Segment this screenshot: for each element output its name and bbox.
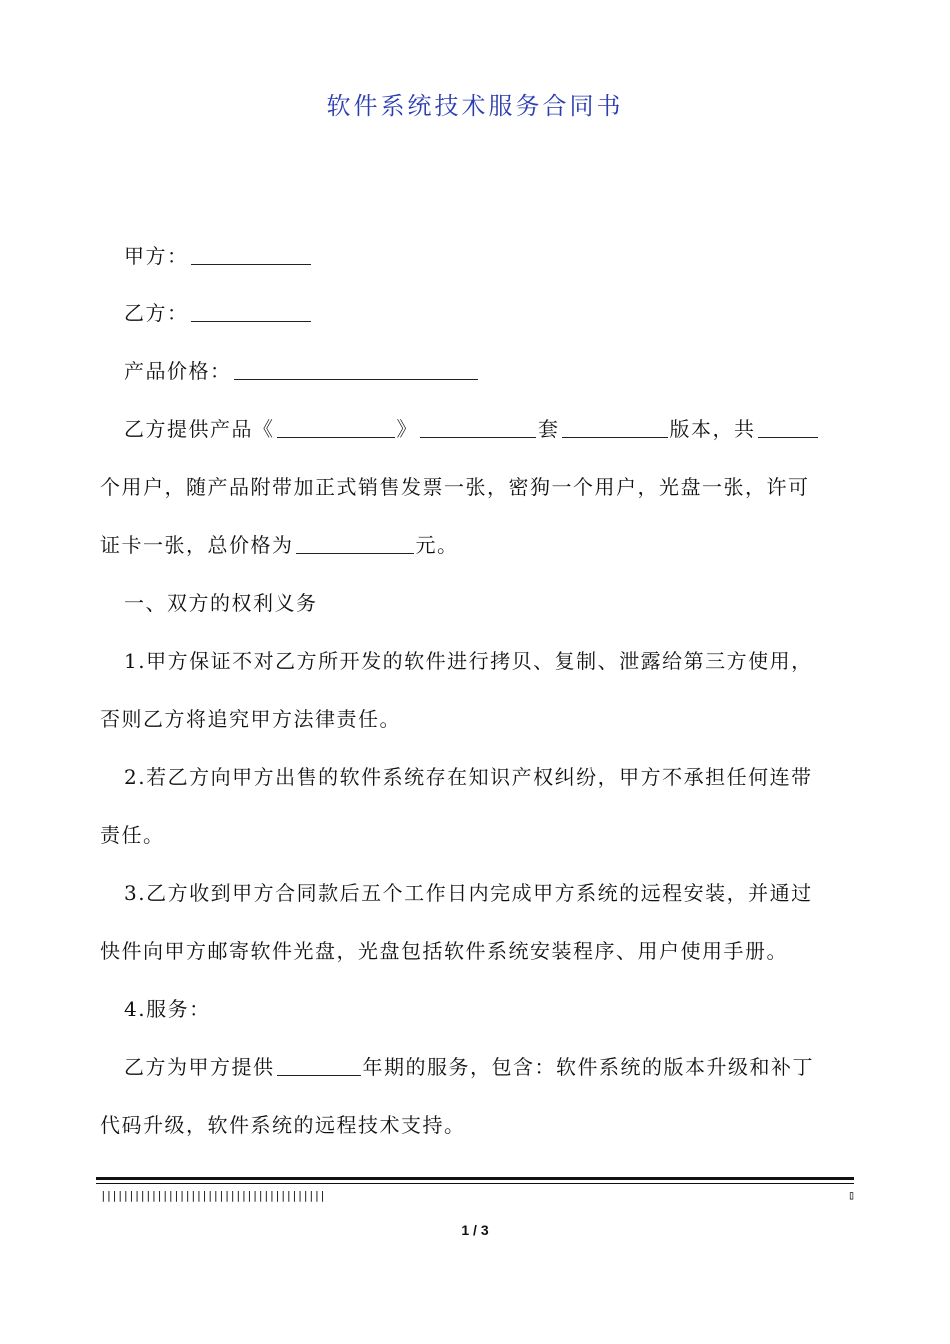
product-set-blank bbox=[420, 417, 536, 438]
product-version-blank bbox=[562, 417, 668, 438]
footer-left-text: |||||||||||||||||||||||||||||||||||||||| bbox=[100, 1189, 325, 1202]
section-heading-1: 一、双方的权利义务 bbox=[124, 591, 318, 615]
item-2-line-2: 责任。 bbox=[100, 823, 165, 847]
price-blank bbox=[234, 359, 478, 380]
product-text-d: 版本，共 bbox=[669, 417, 756, 441]
party-a-blank bbox=[191, 244, 311, 265]
document-title: 软件系统技术服务合同书 bbox=[326, 92, 624, 120]
item-3-line-1: 3.乙方收到甲方合同款后五个工作日内完成甲方系统的远程安装，并通过 bbox=[124, 881, 813, 905]
footer-rule-thin bbox=[96, 1183, 854, 1184]
product-text-e: 证卡一张，总价格为 bbox=[100, 533, 294, 557]
service-years-blank bbox=[277, 1055, 361, 1076]
user-count-blank bbox=[758, 417, 818, 438]
item-1-line-2: 否则乙方将追究甲方法律责任。 bbox=[100, 707, 401, 731]
item-4-heading: 4.服务： bbox=[124, 997, 211, 1021]
service-text-a: 乙方为甲方提供 bbox=[124, 1055, 275, 1079]
item-4-para-line-2: 代码升级，软件系统的远程技术支持。 bbox=[100, 1113, 466, 1137]
item-1-line-1: 1.甲方保证不对乙方所开发的软件进行拷贝、复制、泄露给第三方使用， bbox=[124, 649, 813, 673]
product-line-2: 个用户，随产品附带加正式销售发票一张，密狗一个用户，光盘一张，许可 bbox=[100, 475, 810, 499]
product-text-b: 》 bbox=[396, 417, 418, 441]
product-text-f: 元。 bbox=[415, 533, 459, 557]
product-line-3 bbox=[100, 531, 860, 559]
party-b-line bbox=[124, 299, 884, 327]
price-label: 产品价格： bbox=[124, 359, 232, 383]
total-price-blank bbox=[296, 533, 414, 554]
footer-right-glyph: ▯ bbox=[848, 1188, 856, 1202]
item-2-line-1: 2.若乙方向甲方出售的软件系统存在知识产权纠纷，甲方不承担任何连带 bbox=[124, 765, 813, 789]
service-text-b: 年期的服务，包含：软件系统的版本升级和补丁 bbox=[362, 1055, 814, 1079]
page-number: 1 / 3 bbox=[461, 1222, 489, 1238]
party-a-label: 甲方： bbox=[124, 244, 189, 268]
footer-rule-thick bbox=[96, 1177, 854, 1180]
product-text-a: 乙方提供产品《 bbox=[124, 417, 275, 441]
product-name-blank bbox=[277, 417, 395, 438]
price-line bbox=[124, 357, 884, 385]
party-b-label: 乙方： bbox=[124, 301, 189, 325]
product-text-c: 套 bbox=[538, 417, 560, 441]
party-a-line bbox=[124, 242, 884, 270]
product-line-1 bbox=[124, 415, 884, 443]
item-3-line-2: 快件向甲方邮寄软件光盘，光盘包括软件系统安装程序、用户使用手册。 bbox=[100, 939, 788, 963]
item-4-para-line-1 bbox=[124, 1053, 884, 1081]
party-b-blank bbox=[191, 301, 311, 322]
